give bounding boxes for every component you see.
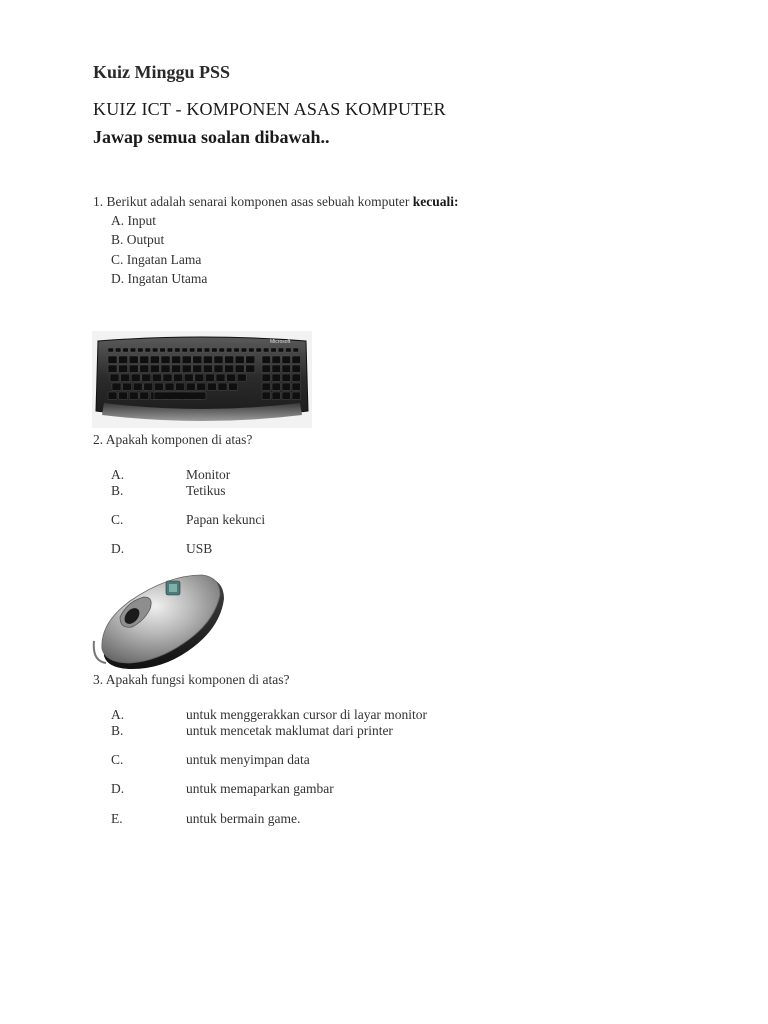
keyboard-spacebar: [154, 392, 206, 400]
keyboard-numpad-key: [282, 356, 291, 364]
q3-option-c-letter: C.: [111, 752, 124, 767]
keyboard-key: [115, 348, 121, 352]
keyboard-key: [154, 383, 163, 391]
keyboard-key: [108, 356, 117, 364]
keyboard-key: [119, 356, 128, 364]
q3-option-b-letter: B.: [111, 723, 124, 738]
keyboard-numpad-key: [272, 383, 281, 391]
keyboard-key: [145, 348, 151, 352]
keyboard-numpad-key: [292, 356, 301, 364]
keyboard-key: [152, 374, 161, 382]
keyboard-key: [205, 374, 214, 382]
question-2: 2. Apakah komponen di atas?: [93, 432, 253, 447]
keyboard-key: [184, 374, 193, 382]
keyboard-key: [278, 348, 284, 352]
keyboard-key: [172, 356, 181, 364]
keyboard-key: [237, 374, 246, 382]
keyboard-key: [263, 348, 269, 352]
keyboard-key: [108, 392, 117, 400]
keyboard-key: [130, 348, 136, 352]
q1-option-c: C. Ingatan Lama: [111, 252, 202, 267]
keyboard-numpad-key: [262, 356, 271, 364]
keyboard-numpad-key: [292, 365, 301, 373]
keyboard-key: [160, 348, 166, 352]
keyboard-key: [226, 348, 232, 352]
q2-option-b-letter: B.: [111, 483, 124, 498]
keyboard-numpad-key: [262, 374, 271, 382]
keyboard-key: [256, 348, 262, 352]
keyboard-key: [197, 348, 203, 352]
quiz-heading: KUIZ ICT - KOMPONEN ASAS KOMPUTER: [93, 99, 446, 119]
keyboard-key: [150, 365, 159, 373]
keyboard-key: [186, 383, 195, 391]
keyboard-numpad-key: [262, 383, 271, 391]
keyboard-key: [219, 348, 225, 352]
keyboard-numpad-key: [262, 392, 271, 400]
keyboard-key: [182, 348, 188, 352]
keyboard-key: [246, 365, 255, 373]
keyboard-key: [286, 348, 292, 352]
keyboard-key: [193, 365, 202, 373]
keyboard-numpad-key: [292, 374, 301, 382]
keyboard-key: [165, 383, 174, 391]
keyboard-key: [203, 356, 212, 364]
q1-option-a: A. Input: [111, 213, 156, 228]
keyboard-key: [204, 348, 210, 352]
keyboard-key: [218, 383, 227, 391]
keyboard-numpad-key: [272, 392, 281, 400]
q2-option-c-text: Papan kekunci: [186, 512, 266, 527]
keyboard-numpad-key: [282, 374, 291, 382]
q3-option-e-text: untuk bermain game.: [186, 811, 301, 826]
keyboard-key: [174, 374, 183, 382]
keyboard-key: [172, 365, 181, 373]
keyboard-numpad-key: [282, 365, 291, 373]
question-3: 3. Apakah fungsi komponen di atas?: [93, 672, 290, 687]
keyboard-key: [214, 356, 223, 364]
keyboard-key: [214, 365, 223, 373]
keyboard-key: [161, 356, 170, 364]
keyboard-key: [227, 374, 236, 382]
keyboard-key: [129, 365, 138, 373]
keyboard-key: [144, 383, 153, 391]
q3-option-d-letter: D.: [111, 781, 125, 796]
q3-option-c-text: untuk menyimpan data: [186, 752, 310, 767]
keyboard-brand-label: Microsoft: [270, 339, 291, 345]
keyboard-key: [108, 365, 117, 373]
q2-option-b-text: Tetikus: [186, 483, 226, 498]
keyboard-key: [271, 348, 277, 352]
keyboard-key: [225, 356, 234, 364]
question-1-text: 1. Berikut adalah senarai komponen asas sebuah komputer: [93, 194, 410, 209]
keyboard-key: [241, 348, 247, 352]
keyboard-numpad-key: [282, 392, 291, 400]
keyboard-key: [140, 356, 149, 364]
keyboard-key: [138, 348, 144, 352]
keyboard-image: [92, 331, 312, 428]
keyboard-key: [189, 348, 195, 352]
keyboard-key: [203, 365, 212, 373]
keyboard-key: [133, 383, 142, 391]
keyboard-key: [293, 348, 299, 352]
q2-option-a-letter: A.: [111, 467, 125, 482]
keyboard-key: [129, 392, 138, 400]
keyboard-key: [121, 374, 130, 382]
keyboard-key: [176, 383, 185, 391]
keyboard-key: [119, 365, 128, 373]
keyboard-key: [216, 374, 225, 382]
keyboard-key: [112, 383, 121, 391]
instruction-text: Jawap semua soalan dibawah..: [93, 127, 330, 147]
q3-option-a-text: untuk menggerakkan cursor di layar monitor: [186, 707, 428, 722]
q3-option-d-text: untuk memaparkan gambar: [186, 781, 334, 796]
keyboard-key: [182, 365, 191, 373]
mouse-image: [92, 571, 228, 674]
question-1-emphasis: kecuali:: [412, 194, 459, 209]
keyboard-key: [140, 392, 149, 400]
q3-option-a-letter: A.: [111, 707, 125, 722]
keyboard-key: [140, 365, 149, 373]
keyboard-key: [197, 383, 206, 391]
keyboard-key: [229, 383, 238, 391]
keyboard-key: [193, 356, 202, 364]
keyboard-key: [195, 374, 204, 382]
q2-option-a-text: Monitor: [186, 467, 231, 482]
keyboard-key: [235, 356, 244, 364]
q3-option-b-text: untuk mencetak maklumat dari printer: [186, 723, 393, 738]
keyboard-key: [249, 348, 255, 352]
keyboard-key: [119, 392, 128, 400]
keyboard-numpad-key: [272, 356, 281, 364]
keyboard-key: [212, 348, 218, 352]
keyboard-key: [207, 383, 216, 391]
q2-option-d-text: USB: [186, 541, 213, 556]
keyboard-key: [142, 374, 151, 382]
keyboard-key: [123, 383, 132, 391]
keyboard-key: [234, 348, 240, 352]
keyboard-key: [152, 348, 158, 352]
keyboard-key: [150, 356, 159, 364]
q2-option-c-letter: C.: [111, 512, 124, 527]
keyboard-key: [131, 374, 140, 382]
keyboard-key: [182, 356, 191, 364]
q1-option-b: B. Output: [111, 232, 165, 247]
document-title: Kuiz Minggu PSS: [93, 62, 231, 82]
keyboard-key: [108, 348, 114, 352]
keyboard-key: [235, 365, 244, 373]
q1-option-d: D. Ingatan Utama: [111, 271, 208, 286]
keyboard-numpad-key: [262, 365, 271, 373]
keyboard-key: [163, 374, 172, 382]
keyboard-key: [161, 365, 170, 373]
keyboard-numpad-key: [292, 383, 301, 391]
keyboard-numpad-key: [272, 365, 281, 373]
q3-option-e-letter: E.: [111, 811, 123, 826]
keyboard-numpad-key: [292, 392, 301, 400]
q2-option-d-letter: D.: [111, 541, 125, 556]
keyboard-key: [175, 348, 181, 352]
keyboard-key: [129, 356, 138, 364]
keyboard-key: [123, 348, 129, 352]
keyboard-key: [246, 356, 255, 364]
keyboard-key: [225, 365, 234, 373]
keyboard-numpad-key: [272, 374, 281, 382]
keyboard-numpad-key: [282, 383, 291, 391]
keyboard-key: [167, 348, 173, 352]
question-1: [93, 194, 459, 210]
keyboard-key: [110, 374, 119, 382]
